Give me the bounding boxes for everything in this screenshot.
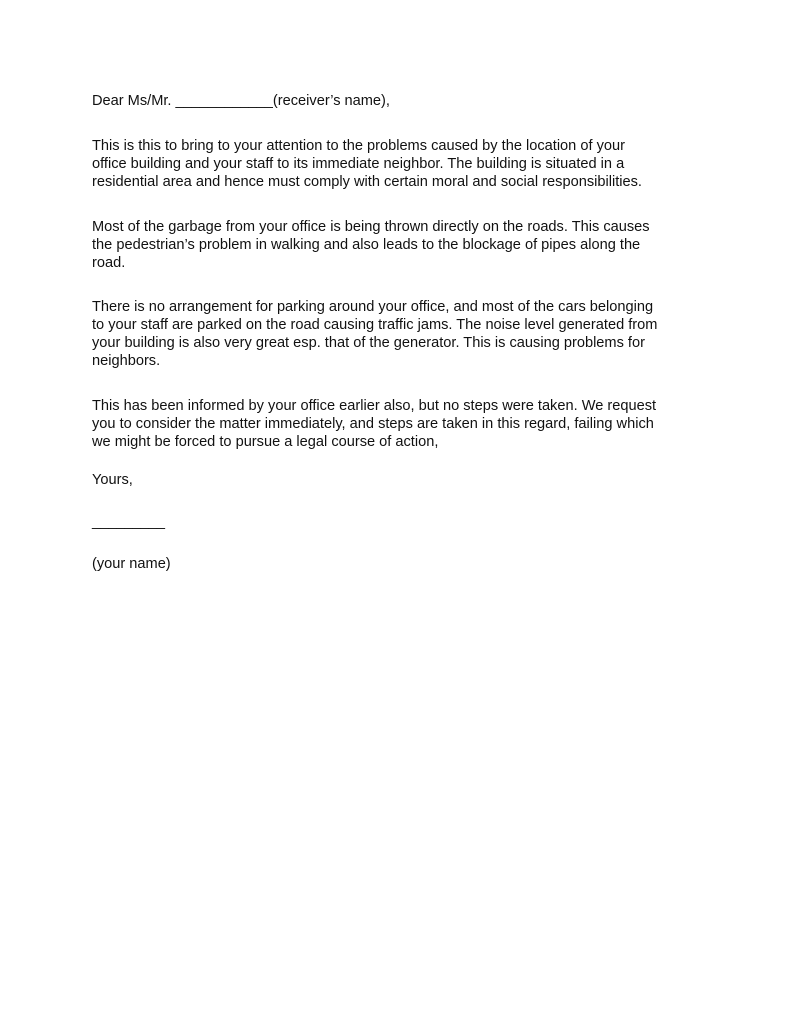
paragraph-line: the pedestrian’s problem in walking and also leads to the blockage of pipes along the <box>92 237 641 253</box>
paragraph-line: There is no arrangement for parking around your office, and most of the cars belonging <box>92 299 654 315</box>
paragraph-line: to your staff are parked on the road causing traffic jams. The noise level generated from <box>92 317 658 333</box>
paragraph-line: This has been informed by your office earlier also, but no steps were taken. We request <box>92 398 657 414</box>
paragraph-line: road. <box>92 255 126 271</box>
sender-name: (your name) <box>92 556 171 572</box>
paragraph-line: office building and your staff to its immediate neighbor. The building is situated in a <box>92 156 625 172</box>
paragraph-line: This is this to bring to your attention to the problems caused by the location of your <box>92 138 625 154</box>
paragraph-line: you to consider the matter immediately, and steps are taken in this regard, failing which <box>92 416 654 432</box>
salutation: Dear Ms/Mr. ____________(receiver’s name), <box>92 93 390 109</box>
paragraph-line: neighbors. <box>92 353 161 369</box>
paragraph-line: your building is also very great esp. that of the generator. This is causing problems for <box>92 335 645 351</box>
closing: Yours, <box>92 472 133 488</box>
signature-line: _________ <box>92 514 166 530</box>
paragraph-line: we might be forced to pursue a legal course of action, <box>92 434 439 450</box>
paragraph-line: Most of the garbage from your office is being thrown directly on the roads. This causes <box>92 219 650 235</box>
paragraph-line: residential area and hence must comply with certain moral and social responsibilities. <box>92 174 642 190</box>
